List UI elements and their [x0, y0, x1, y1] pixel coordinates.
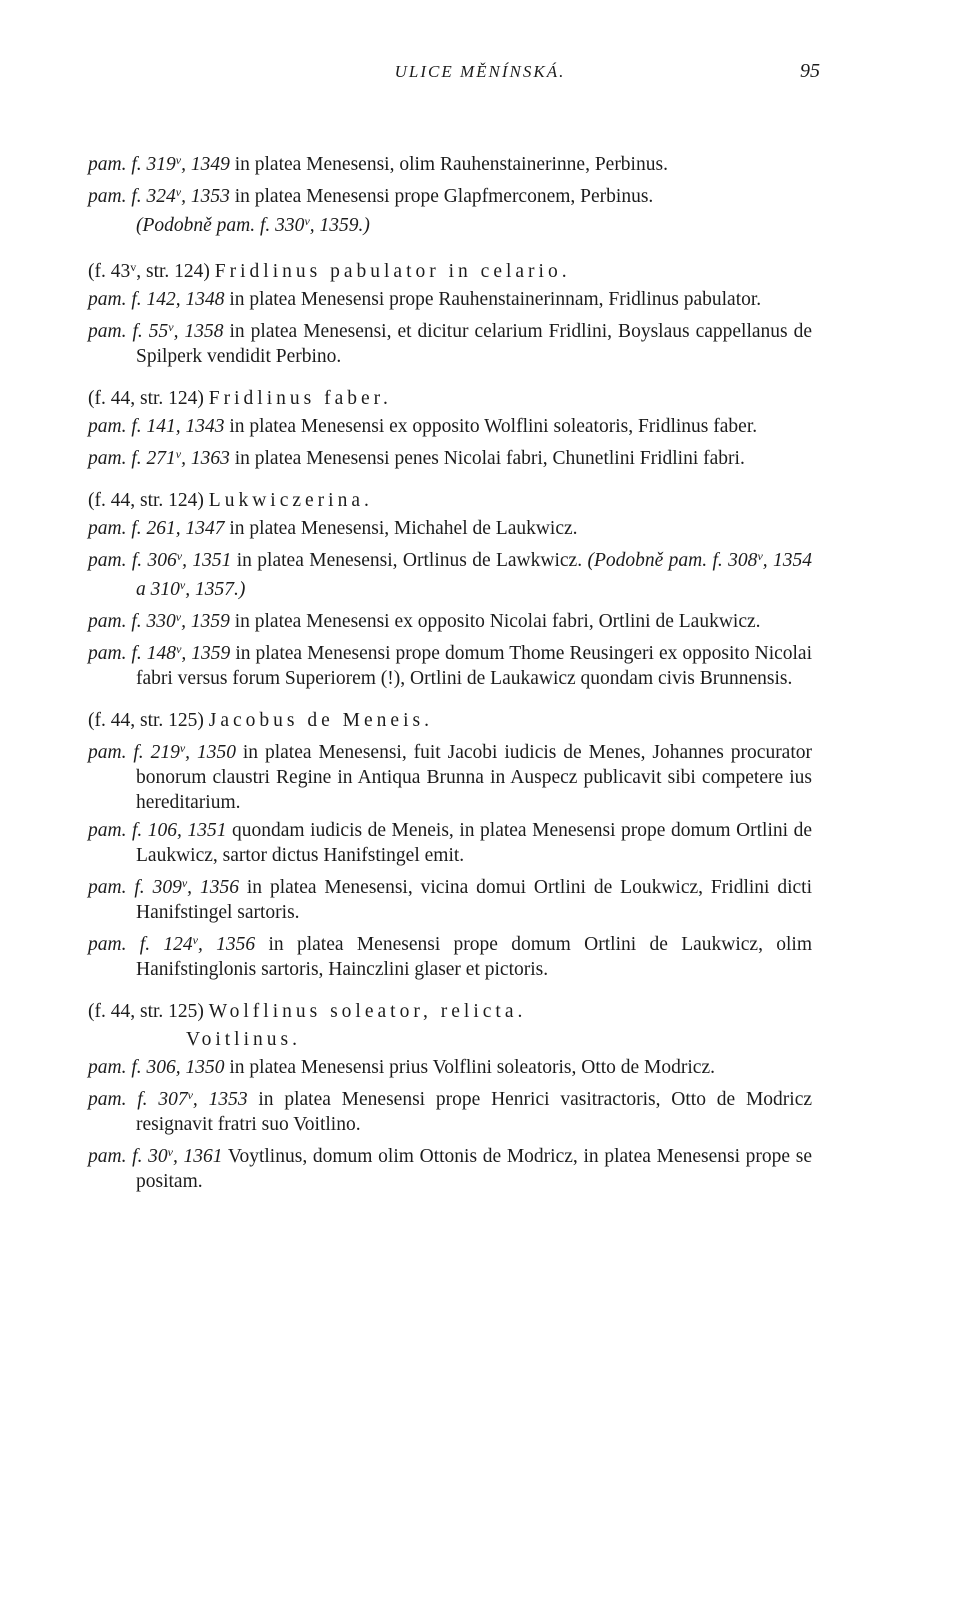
record-text: in platea Menesensi penes Nicolai fabri, Chunetlini Fridlini fabri.	[229, 448, 745, 469]
record-text: Voytlinus, domum olim Ottonis de Modricz, in platea Menesensi prope se positam.	[136, 1146, 813, 1192]
record-reference: pam. f. 330	[88, 611, 176, 632]
record-text: in platea Menesensi prius Volflini soleatoris, Otto de Modricz.	[224, 1057, 715, 1078]
record-entry: pam. f. 306$^v$, 1351 in platea Menesensi, Ortlinus de Lawkwicz. (Podobně pam. f. 308$^v$, 1354 a 310$^v$, 1357.)	[88, 549, 813, 600]
heading-name: Jacobus de Meneis.	[208, 710, 433, 731]
record-reference: pam. f. 309	[88, 877, 182, 898]
record-entry	[88, 287, 812, 312]
editorial-note: (Podobně pam. f. 330	[136, 215, 305, 236]
section-heading: (f. 44, str. 125) Wolflinus soleator, relicta.	[88, 1001, 527, 1022]
record-entry: pam. f. 307$^v$, 1353 in platea Menesensi prope Henrici vasitractoris, Otto de Modricz resignavit fratri suo Voitlino.	[88, 1088, 813, 1135]
record-reference: pam. f. 307	[88, 1089, 188, 1110]
entry-group	[88, 488, 812, 691]
record-text: in platea Menesensi, olim Rauhenstainerinne, Perbinus.	[229, 154, 668, 175]
record-entry: pam. f. 30$^v$, 1361 Voytlinus, domum olim Ottonis de Modricz, in platea Menesensi prope se positam.	[88, 1145, 813, 1192]
record-entry: pam. f. 324$^v$, 1353 in platea Menesensi prope Glapfmerconem, Perbinus. (Podobně pam. f. 330$^v$, 1359.)	[88, 185, 654, 236]
record-reference: pam. f. 30	[88, 1146, 168, 1167]
record-entry: pam. f. 219$^v$, 1350 in platea Menesensi, fuit Jacobi iudicis de Menes, Johannes procurator bonorum claustri Regine in Antiqua Brunna in Auspecz publicavit sibi competere ius hereditarium.	[88, 741, 812, 813]
record-text: in platea Menesensi, Ortlinus de Lawkwicz.	[231, 550, 588, 571]
record-reference: pam. f. 142, 1348	[88, 289, 225, 310]
heading-name: Wolflinus soleator, relicta.	[208, 1001, 527, 1022]
record-reference: pam. f. 219	[88, 742, 180, 763]
entry-group	[88, 386, 812, 471]
entry-group	[88, 708, 812, 982]
record-entry: pam. f. 55$^v$, 1358 in platea Menesensi, et dicitur celarium Fridlini, Boyslaus cappellanus de Spilperk vendidit Perbino.	[88, 320, 813, 367]
record-text: in platea Menesensi ex opposito Wolflini soleatoris, Fridlinus faber.	[224, 416, 758, 437]
page-number: 95	[800, 60, 820, 82]
record-entry: pam. f. 330$^v$, 1359 in platea Menesensi ex opposito Nicolai fabri, Ortlini de Laukwicz.	[88, 610, 761, 632]
record-reference: pam. f. 55	[88, 321, 169, 342]
record-entry: pam. f. 319$^v$, 1349 in platea Menesensi, olim Rauhenstainerinne, Perbinus.	[88, 153, 668, 175]
section-heading: (f. 44, str. 125) Jacobus de Meneis.	[88, 710, 433, 731]
heading-name: Fridlinus faber.	[208, 388, 392, 409]
record-reference: pam. f. 148	[88, 643, 177, 664]
record-entry	[88, 516, 812, 541]
record-reference: pam. f. 319	[88, 154, 176, 175]
section-heading: (f. 44, str. 124) Lukwiczerina.	[88, 490, 373, 511]
heading-name: Lukwiczerina.	[208, 490, 373, 511]
entry-group	[88, 999, 812, 1194]
entry-group	[88, 255, 812, 369]
record-reference: pam. f. 324	[88, 186, 176, 207]
record-text: in platea Menesensi prope Glapfmerconem, Perbinus.	[229, 186, 654, 207]
record-text: in platea Menesensi prope Rauhenstainerinnam, Fridlinus pabulator.	[224, 289, 762, 310]
page-body	[88, 148, 812, 1211]
record-text: in platea Menesensi, Michahel de Laukwicz.	[224, 518, 578, 539]
record-reference: pam. f. 261, 1347	[88, 518, 225, 539]
record-text: in platea Menesensi, fuit Jacobi iudicis de Menes, Johannes procurator bonorum claustri Regine in Antiqua Brunna in Auspecz publicavit sibi competere ius hereditarium.	[136, 742, 812, 813]
running-head: ULICE MĚNÍNSKÁ.	[394, 62, 566, 81]
editorial-note: (Podobně pam. f. 308	[587, 550, 758, 571]
heading-name: Fridlinus pabulator in celario.	[214, 261, 571, 282]
record-reference: pam. f. 306, 1350	[88, 1057, 225, 1078]
record-text: in platea Menesensi ex opposito Nicolai fabri, Ortlini de Laukwicz.	[229, 611, 761, 632]
heading-name-continued: Voitlinus.	[186, 1029, 301, 1050]
record-reference: pam. f. 306	[88, 550, 177, 571]
record-entry	[88, 414, 812, 439]
record-entry: pam. f. 271$^v$, 1363 in platea Menesensi penes Nicolai fabri, Chunetlini Fridlini fabri.	[88, 447, 745, 469]
record-entry: pam. f. 309$^v$, 1356 in platea Menesensi, vicina domui Ortlini de Loukwicz, Fridlini dicti Hanifstingel sartoris.	[88, 876, 813, 923]
record-reference: pam. f. 271	[88, 448, 176, 469]
entry-group	[88, 148, 812, 238]
record-text: quondam iudicis de Meneis, in platea Menesensi prope domum Ortlini de Laukwicz, sartor dictus Hanifstingel emit.	[136, 820, 812, 866]
record-entry	[88, 1055, 812, 1080]
record-text: in platea Menesensi, et dicitur celarium Fridlini, Boyslaus cappellanus de Spilperk vendidit Perbino.	[136, 321, 813, 367]
record-reference: pam. f. 124	[88, 934, 193, 955]
record-text: in platea Menesensi, vicina domui Ortlini de Loukwicz, Fridlini dicti Hanifstingel sartoris.	[136, 877, 813, 923]
section-heading: (f. 43$^v$, str. 124) Fridlinus pabulator in celario.	[88, 260, 571, 282]
record-text: in platea Menesensi prope domum Ortlini de Laukwicz, olim Hanifstinglonis sartoris, Hainczlini glaser et pictoris.	[136, 934, 813, 980]
record-reference: pam. f. 106, 1351	[88, 820, 227, 841]
section-heading: (f. 44, str. 124) Fridlinus faber.	[88, 388, 392, 409]
record-text: in platea Menesensi prope domum Thome Reusingeri ex opposito Nicolai fabri versus forum Superiorem (!), Ortlini de Laukawicz quondam civis Brunnensis.	[136, 643, 813, 689]
record-reference: pam. f. 141, 1343	[88, 416, 225, 437]
record-entry: pam. f. 124$^v$, 1356 in platea Menesensi prope domum Ortlini de Laukwicz, olim Hanifstinglonis sartoris, Hainczlini glaser et pictoris.	[88, 933, 813, 980]
record-text: in platea Menesensi prope Henrici vasitractoris, Otto de Modricz resignavit fratri suo Voitlino.	[136, 1089, 813, 1135]
record-entry: pam. f. 148$^v$, 1359 in platea Menesensi prope domum Thome Reusingeri ex opposito Nicolai fabri versus forum Superiorem (!), Ortlini de Laukawicz quondam civis Brunnensis.	[88, 642, 813, 689]
record-entry	[88, 818, 812, 868]
